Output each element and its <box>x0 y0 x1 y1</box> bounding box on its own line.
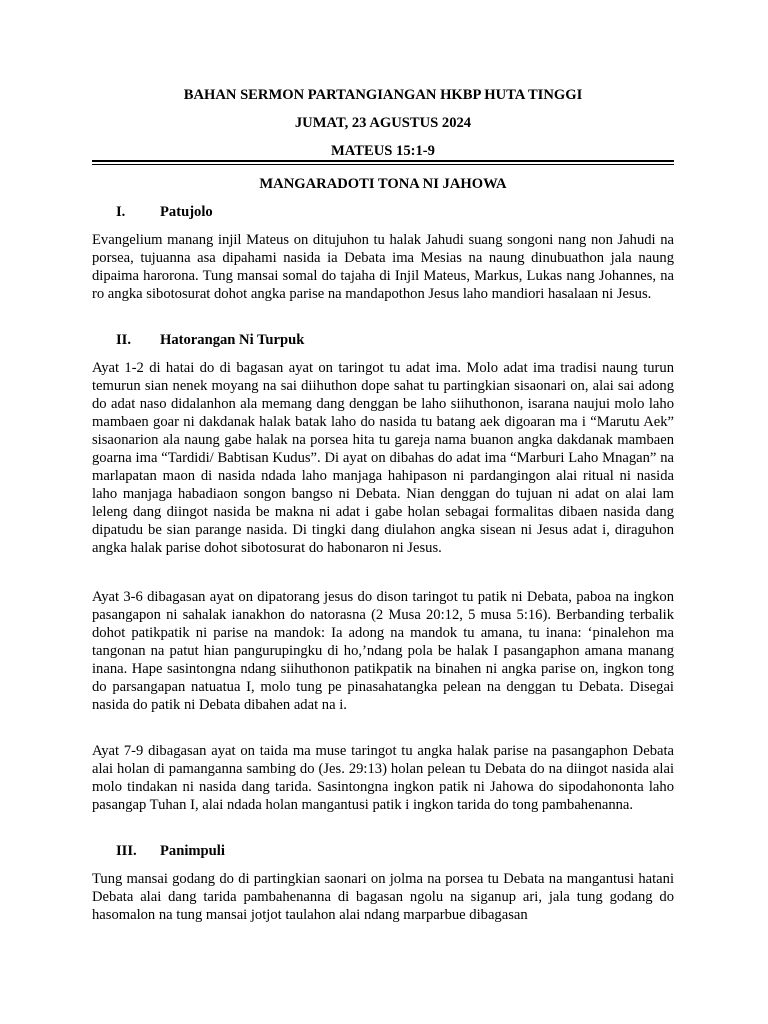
paragraph-ayat-1-2: Ayat 1-2 di hatai do di bagasan ayat on taringot tu adat ima. Molo adat ima tradisi naung turun temurun sian nenek moyang na sai diihuthon dope sahat tu partingkian sisaonari on, alai sai adong do adat naso didalanhon ala memang dang denggan be laho siihuthonon, isarana naujui molo laho mambaen goar ni dakdanak halak batak laho do nasida tu batang aek digoaran ma i “Marutu Aek” sisaonarion ala naung gabe halak na porsea hita tu gareja nama buanon angka dakdanak mambaen goarna ima “Tardidi/ Babtisan Kudus”. Di ayat on dibahas do adat ima “Marburi Laho Mnagan” na marlapatan maon di nasida ndada laho manjaga hahipason ni pardangingon alai ritual ni nasida laho manjaga habadiaon songon bangso ni Debata. Nian denggan do tujuan ni adat on alai lam leleng dang diingot nasida be makna ni adat i gabe holan sebagai formalitas dibaen nasida dang dipatudu be sian parange nasida. Di tingki dang diulahon angka sisean ni Jesus adat i, diraguhon angka halak parise dohot sibotosurat do habonaron ni Jesus. <box>92 360 674 556</box>
section-label: Panimpuli <box>160 843 225 859</box>
document-header-scripture: MATEUS 15:1-9 <box>331 143 435 159</box>
section-heading-2 <box>92 332 304 349</box>
header-divider-thick <box>92 160 674 162</box>
paragraph-patujolo: Evangelium manang injil Mateus on ditujuhon tu halak Jahudi suang songoni nang non Jahudi na porsea, tujuanna asa dipahami nasida ia Debata ima Mesias na naung dinubuathon jala naung dipaima harorona. Tung mansai somal do tajaha di Injil Mateus, Markus, Lukas nang Johannes, na ro angka sibotosurat dohot angka parise na mandapothon Jesus laho mandiori hasalaan ni Jesus. <box>92 232 674 302</box>
document-header-line1: BAHAN SERMON PARTANGIANGAN HKBP HUTA TINGGI <box>183 87 583 103</box>
section-label: Patujolo <box>160 204 213 220</box>
paragraph-panimpuli: Tung mansai godang do di partingkian saonari on jolma na porsea tu Debata na mangantusi hatani Debata alai dang tarida pambahenanna di bagasan ngolu na siganup ari, jala tung godang do hasomalon na tung mansai jotjot taulahon alai ndang marparbue dibagasan <box>92 871 674 923</box>
paragraph-ayat-7-9: Ayat 7-9 dibagasan ayat on taida ma muse taringot tu angka halak parise na pasangaphon Debata alai holan di pamanganna sambing do (Jes. 29:13) holan pelean tu Debata do na diingot nasida alai molo tindakan ni nasida dang tarida. Sasintongna ingkon patik ni Jahowa do sipodahononta laho pasangap Tuhan I, alai ndada holan mangantusi patik i ingkon tarida do tong pambahenanna. <box>92 743 674 813</box>
document-page <box>92 0 674 1024</box>
section-number: III. <box>116 843 137 859</box>
document-header-date: JUMAT, 23 AGUSTUS 2024 <box>294 115 472 131</box>
header-divider-thin <box>92 164 674 165</box>
section-heading-1 <box>92 204 213 221</box>
paragraph-ayat-3-6: Ayat 3-6 dibagasan ayat on dipatorang jesus do dison taringot tu patik ni Debata, paboa na ingkon pasangapon ni sahalak ianakhon do natorasna (2 Musa 20:12, 5 musa 5:16). Berbanding terbalik dohot patikpatik ni parise na mandok: Ia adong na mandok tu amana, tu inana: ‘pinalehon ma tangonan na patut hian pangurupingku di ho,’ndang pola be halak I pasangaphon amana manang inana. Hape sasintongna ndang siihuthonon patikpatik na binahen ni angka parise on, ingkon tong do parsangapan natuatua I, molo tung pe pinasahatangka pelean na denggan tu Debata. Disegai nasida do patik ni Debata dibahen adat na i. <box>92 589 674 713</box>
section-heading-3 <box>92 843 225 860</box>
section-number: II. <box>116 332 132 348</box>
section-label: Hatorangan Ni Turpuk <box>160 332 305 348</box>
section-number: I. <box>116 204 126 220</box>
sermon-title: MANGARADOTI TONA NI JAHOWA <box>259 176 507 192</box>
